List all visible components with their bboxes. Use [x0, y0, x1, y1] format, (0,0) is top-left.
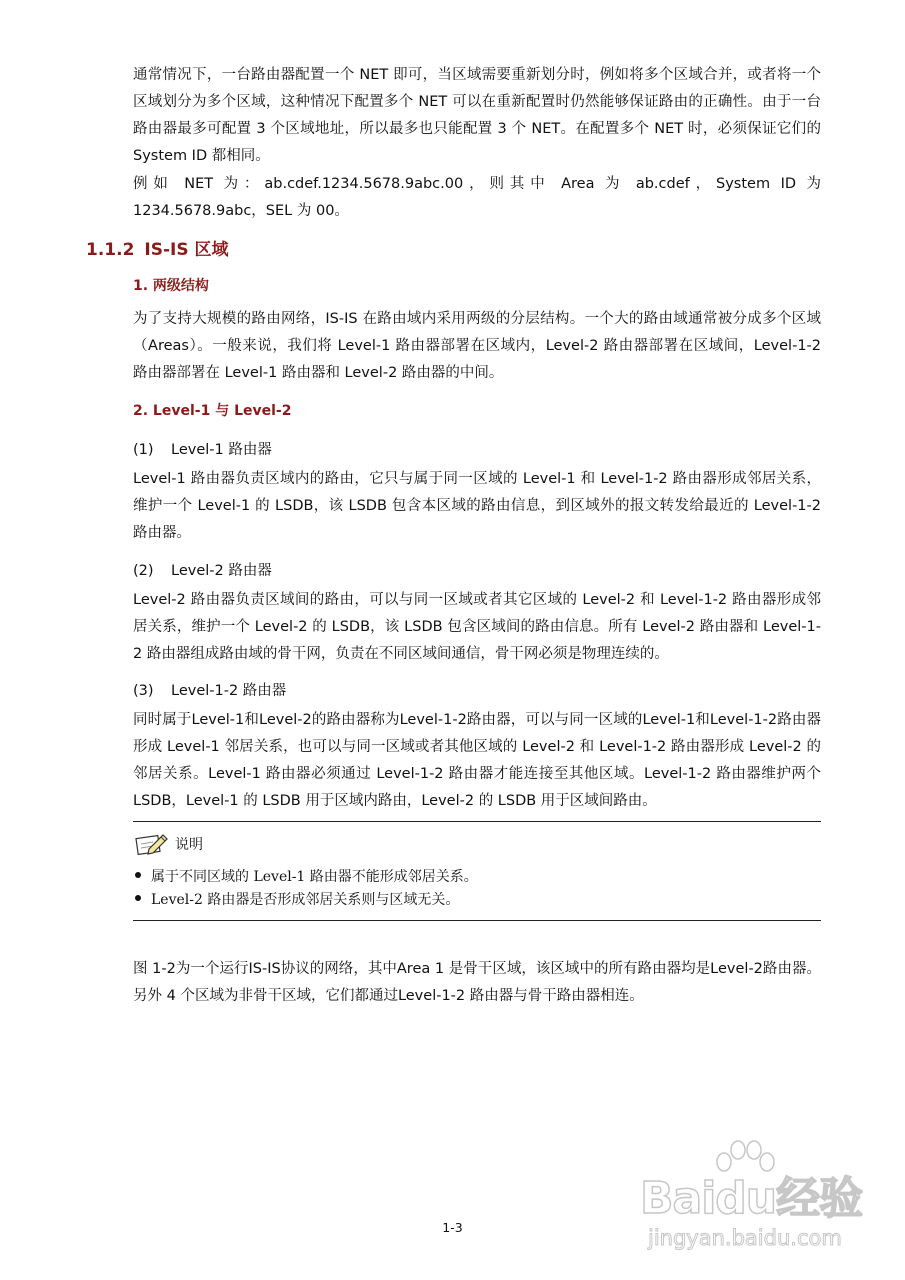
note-bullet-1 — [135, 866, 478, 888]
note-pencil-icon — [135, 831, 169, 857]
intro-paragraph-1: 通常情况下，一台路由器配置一个 NET 即可，当区域需要重新划分时，例如将多个区域合并，或者将一个区域划分为多个区域，这种情况下配置多个 NET 可以在重新配置时仍然能够保证路由的正确性。由于一台路由器最多可配置 3 个区域地址，所以最多也只能配置 3 个 NET。在配置多个 NET 时，必须保证它们的 System ID 都相同。 — [133, 67, 821, 164]
subsection-1-title: 1. 两级结构 — [133, 278, 209, 294]
figure-reference-paragraph: 图 1-2为一个运行IS-IS协议的网络，其中Area 1 是骨干区域，该区域中的所有路由器均是Level-2路由器。另外 4 个区域为非骨干区域，它们都通过Level-1-2 路由器与骨干路由器相连。 — [133, 961, 821, 1004]
section-number: 1.1.2 — [86, 240, 135, 260]
item-1-heading — [133, 439, 272, 461]
note-bullet-2-text: Level-2 路由器是否形成邻居关系则与区域无关。 — [151, 892, 460, 908]
item-2-index: (2) — [133, 563, 154, 579]
note-top-rule — [133, 821, 821, 822]
item-3-title: Level-1-2 路由器 — [171, 683, 287, 699]
watermark-logo: Baidu经验 — [640, 1173, 863, 1224]
item-1-title: Level-1 路由器 — [171, 442, 272, 458]
note-header — [135, 830, 203, 858]
note-label: 说明 — [175, 837, 203, 853]
subsection-1-body: 为了支持大规模的路由网络，IS-IS 在路由域内采用两级的分层结构。一个大的路由域通常被分成多个区域（Areas）。一般来说，我们将 Level-1 路由器部署在区域内，Level-2 路由器部署在区域间，Level-1-2 路由器部署在 Level-1 路由器和 Level-2 路由器的中间。 — [133, 311, 821, 381]
item-3-index: (3) — [133, 683, 154, 699]
item-2-title: Level-2 路由器 — [171, 563, 272, 579]
page-number: 1-3 — [442, 1220, 463, 1235]
note-bullet-2 — [135, 889, 459, 911]
item-2-heading — [133, 560, 272, 582]
watermark-url: jingyan.baidu.com — [648, 1226, 842, 1250]
intro-paragraph-2: 例如 NET 为：ab.cdef.1234.5678.9abc.00，则其中 Area 为 ab.cdef，System ID 为 1234.5678.9abc，SEL 为 00。 — [133, 176, 821, 219]
item-1-index: (1) — [133, 442, 154, 458]
baidu-jingyan-watermark — [640, 1140, 890, 1265]
item-3-body: 同时属于Level-1和Level-2的路由器称为Level-1-2路由器，可以与同一区域的Level-1和Level-1-2路由器形成 Level-1 邻居关系，也可以与同一区域或者其他区域的 Level-2 和 Level-1-2 路由器形成 Level-2 的邻居关系。Level-1 路由器必须通过 Level-1-2 路由器才能连接至其他区域。Level-1-2 路由器维护两个 LSDB，Level-1 的 LSDB 用于区域内路由，Level-2 的 LSDB 用于区域间路由。 — [133, 712, 821, 809]
item-2-body: Level-2 路由器负责区域间的路由，可以与同一区域或者其它区域的 Level-2 和 Level-1-2 路由器形成邻居关系，维护一个 Level-2 的 LSDB，该 LSDB 包含区域间的路由信息。所有 Level-2 路由器和 Level-1-2 路由器组成路由域的骨干网，负责在不同区域间通信，骨干网必须是物理连续的。 — [133, 592, 821, 662]
item-3-heading — [133, 680, 286, 702]
item-1-body: Level-1 路由器负责区域内的路由，它只与属于同一区域的 Level-1 和 Level-1-2 路由器形成邻居关系，维护一个 Level-1 的 LSDB，该 LSDB 包含本区域的路由信息，到区域外的报文转发给最近的 Level-1-2 路由器。 — [133, 471, 821, 541]
section-title: IS-IS 区域 — [144, 240, 229, 260]
bullet-dot-icon — [135, 895, 141, 901]
note-bullet-1-text: 属于不同区域的 Level-1 路由器不能形成邻居关系。 — [151, 869, 478, 885]
section-heading — [86, 237, 229, 263]
note-bottom-rule — [133, 920, 821, 921]
subsection-2-title: 2. Level-1 与 Level-2 — [133, 403, 292, 419]
bullet-dot-icon — [135, 872, 141, 878]
